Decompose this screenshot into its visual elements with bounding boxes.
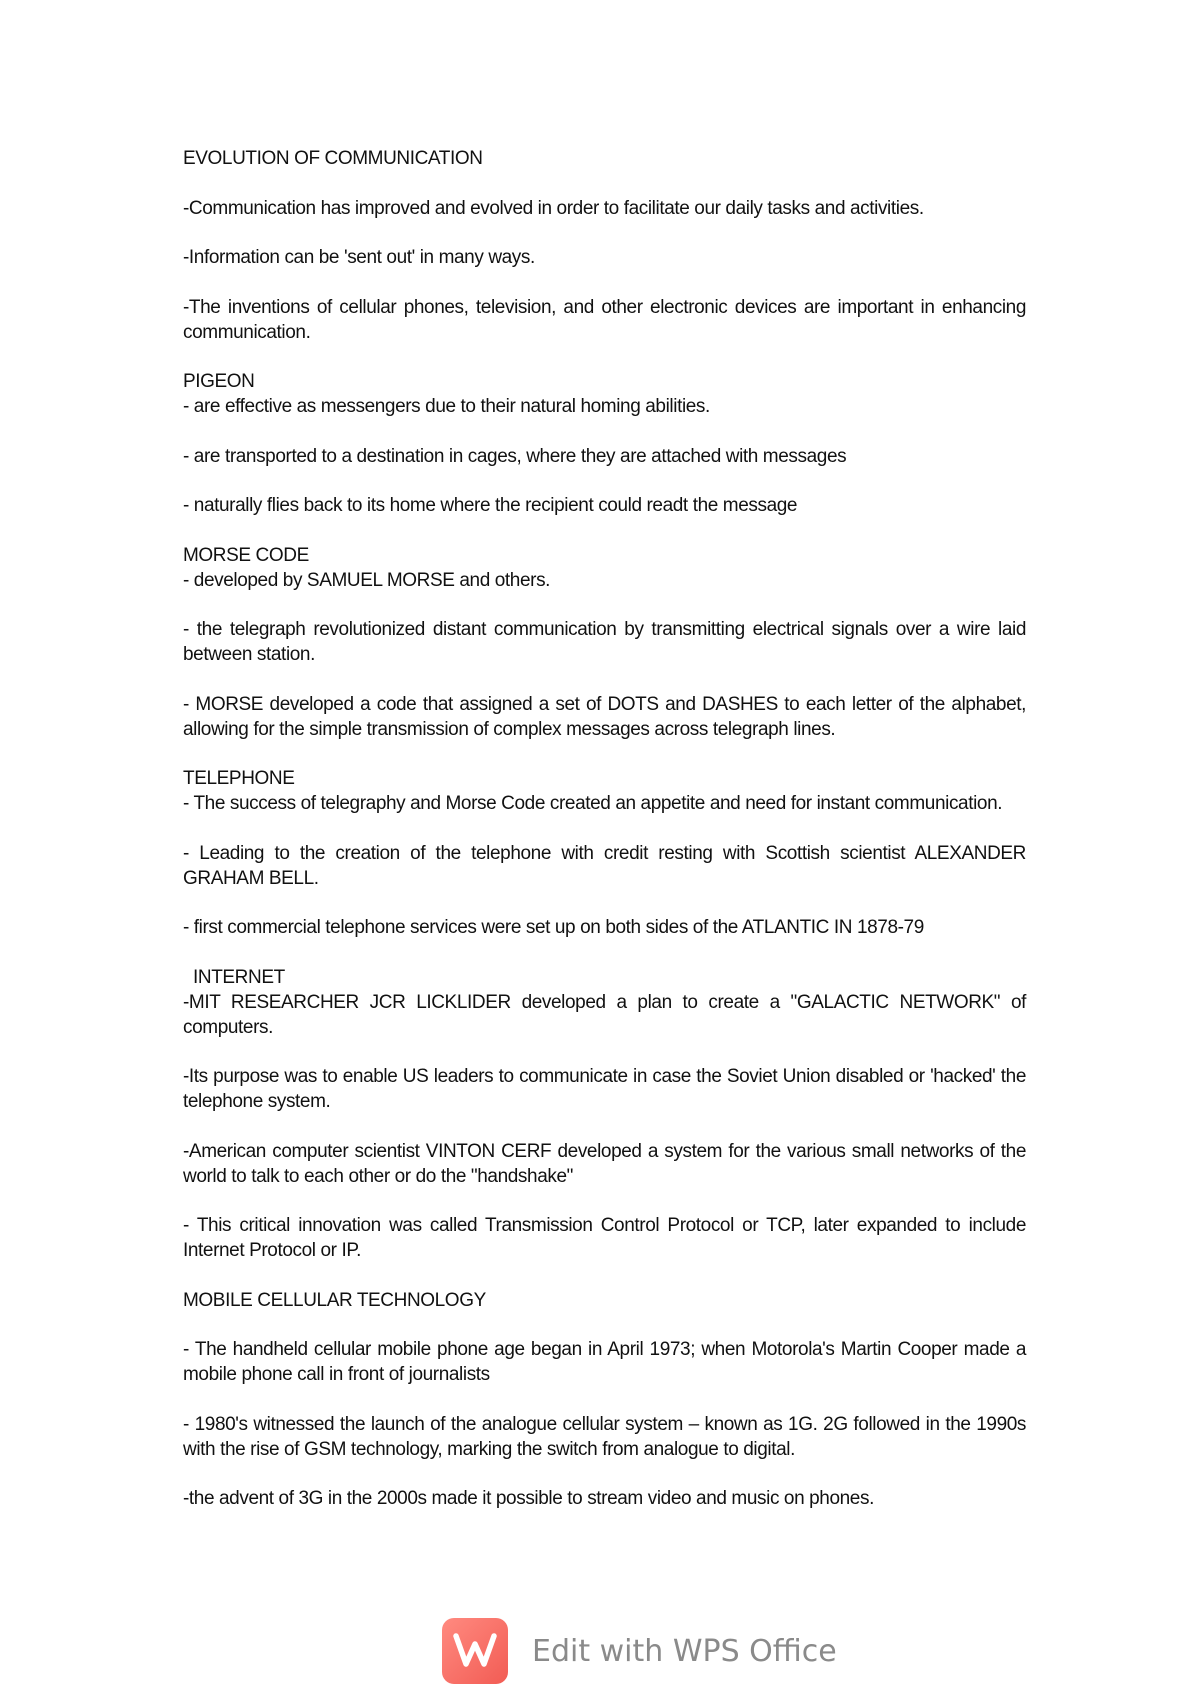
internet-item: -American computer scientist VINTON CERF developed a system for the various small networks of the world to talk to each other or do the "handshake"	[183, 1140, 1026, 1187]
pigeon-item: - are effective as messengers due to their natural homing abilities.	[183, 396, 710, 417]
wps-watermark-text: Edit with WPS Office	[532, 1633, 837, 1669]
pigeon-heading: PIGEON	[183, 371, 255, 392]
internet-item: - This critical innovation was called Transmission Control Protocol or TCP, later expanded to include Internet Protocol or IP.	[183, 1215, 1026, 1261]
wps-watermark[interactable]	[442, 1617, 837, 1685]
mobile-item: -the advent of 3G in the 2000s made it possible to stream video and music on phones.	[183, 1488, 874, 1509]
telephone-item: - The success of telegraphy and Morse Code created an appetite and need for instant communication.	[183, 793, 1003, 814]
document-title: EVOLUTION OF COMMUNICATION	[183, 148, 483, 169]
morse-item: - developed by SAMUEL MORSE and others.	[183, 569, 551, 591]
internet-heading: INTERNET	[193, 966, 285, 988]
morse-item: - the telegraph revolutionized distant communication by transmitting electrical signals over a wire laid between station.	[183, 619, 1026, 665]
intro-paragraph: -Information can be 'sent out' in many ways.	[183, 247, 535, 268]
telephone-item: - Leading to the creation of the telephone with credit resting with Scottish scientist ALEXANDER GRAHAM BELL.	[183, 842, 1026, 889]
internet-item: -Its purpose was to enable US leaders to communicate in case the Soviet Union disabled or 'hacked' the telephone system.	[183, 1066, 1026, 1112]
telephone-heading: TELEPHONE	[183, 768, 295, 789]
mobile-item: - The handheld cellular mobile phone age began in April 1973; when Motorola's Martin Cooper made a mobile phone call in front of journalists	[183, 1339, 1026, 1385]
pigeon-item: - naturally flies back to its home where the recipient could readt the message	[183, 495, 798, 516]
telephone-item: - first commercial telephone services were set up on both sides of the ATLANTIC IN 1878-79	[183, 917, 924, 938]
intro-paragraph: -The inventions of cellular phones, television, and other electronic devices are important in enhancing communication.	[183, 296, 1026, 343]
mobile-item: - 1980's witnessed the launch of the analogue cellular system – known as 1G. 2G followed in the 1990s with the rise of GSM technology, marking the switch from analogue to digital.	[183, 1413, 1026, 1460]
intro-paragraph: -Communication has improved and evolved in order to facilitate our daily tasks and activities.	[183, 197, 924, 219]
morse-item: - MORSE developed a code that assigned a set of DOTS and DASHES to each letter of the alphabet, allowing for the simple transmission of complex messages across telegraph lines.	[183, 693, 1026, 740]
internet-item: -MIT RESEARCHER JCR LICKLIDER developed a plan to create a "GALACTIC NETWORK" of computers.	[183, 991, 1026, 1038]
document-body	[183, 146, 1026, 1536]
mobile-heading: MOBILE CELLULAR TECHNOLOGY	[183, 1289, 486, 1311]
pigeon-item: - are transported to a destination in cages, where they are attached with messages	[183, 445, 847, 467]
morse-heading: MORSE CODE	[183, 544, 309, 566]
wps-logo-icon	[442, 1618, 508, 1684]
